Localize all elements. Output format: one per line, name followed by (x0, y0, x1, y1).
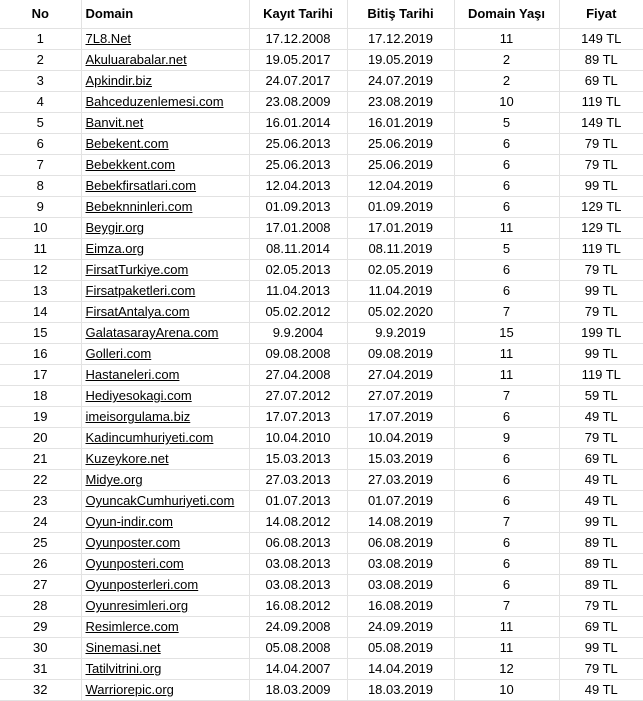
expiry-date-cell: 27.04.2019 (347, 365, 454, 386)
registration-date-cell: 24.09.2008 (249, 617, 347, 638)
row-number-cell: 9 (0, 197, 81, 218)
domain-link-cell (81, 134, 249, 155)
expiry-date-cell: 06.08.2019 (347, 533, 454, 554)
domain-link[interactable]: GalatasarayArena.com (85, 325, 219, 340)
domain-age-cell: 11 (454, 638, 559, 659)
domain-link[interactable]: Firsatpaketleri.com (85, 283, 196, 298)
table-row (0, 281, 643, 302)
registration-date-cell: 14.04.2007 (249, 659, 347, 680)
price-cell: 99 TL (559, 176, 643, 197)
domain-age-cell: 6 (454, 260, 559, 281)
price-cell: 119 TL (559, 92, 643, 113)
domain-link[interactable]: Beygir.org (85, 220, 145, 235)
table-row (0, 365, 643, 386)
registration-date-cell: 05.08.2008 (249, 638, 347, 659)
registration-date-cell: 25.06.2013 (249, 155, 347, 176)
price-cell: 99 TL (559, 281, 643, 302)
domain-link-cell (81, 218, 249, 239)
domain-age-cell: 5 (454, 239, 559, 260)
price-cell: 49 TL (559, 407, 643, 428)
price-cell: 79 TL (559, 428, 643, 449)
row-number-cell: 28 (0, 596, 81, 617)
domain-link-cell (81, 260, 249, 281)
expiry-date-cell: 23.08.2019 (347, 92, 454, 113)
price-cell: 79 TL (559, 155, 643, 176)
row-number-cell: 20 (0, 428, 81, 449)
registration-date-cell: 27.07.2012 (249, 386, 347, 407)
registration-date-cell: 10.04.2010 (249, 428, 347, 449)
row-number-cell: 24 (0, 512, 81, 533)
domain-link-cell (81, 491, 249, 512)
registration-date-cell: 03.08.2013 (249, 554, 347, 575)
domain-link[interactable]: Hediyesokagi.com (85, 388, 192, 403)
domain-link[interactable]: FirsatTurkiye.com (85, 262, 189, 277)
domain-age-cell: 6 (454, 470, 559, 491)
domain-link[interactable]: Resimlerce.com (85, 619, 179, 634)
price-cell: 69 TL (559, 449, 643, 470)
domain-link-cell (81, 197, 249, 218)
expiry-date-cell: 03.08.2019 (347, 554, 454, 575)
expiry-date-cell: 01.07.2019 (347, 491, 454, 512)
registration-date-cell: 05.02.2012 (249, 302, 347, 323)
domain-link[interactable]: Oyunposter.com (85, 535, 181, 550)
registration-date-cell: 23.08.2009 (249, 92, 347, 113)
table-row (0, 323, 643, 344)
domain-age-cell: 9 (454, 428, 559, 449)
header-registration-date: Kayıt Tarihi (249, 0, 347, 29)
domain-age-cell: 2 (454, 50, 559, 71)
domain-link[interactable]: Bebekkent.com (85, 157, 176, 172)
row-number-cell: 10 (0, 218, 81, 239)
header-row (0, 0, 643, 29)
domain-link-cell (81, 638, 249, 659)
registration-date-cell: 25.06.2013 (249, 134, 347, 155)
domain-age-cell: 6 (454, 575, 559, 596)
price-cell: 89 TL (559, 554, 643, 575)
expiry-date-cell: 17.07.2019 (347, 407, 454, 428)
registration-date-cell: 18.03.2009 (249, 680, 347, 701)
domain-link-cell (81, 302, 249, 323)
domain-age-cell: 6 (454, 407, 559, 428)
domain-link-cell (81, 71, 249, 92)
domain-age-cell: 12 (454, 659, 559, 680)
table-row (0, 134, 643, 155)
price-cell: 79 TL (559, 302, 643, 323)
header-price: Fiyat (559, 0, 643, 29)
registration-date-cell: 11.04.2013 (249, 281, 347, 302)
registration-date-cell: 01.09.2013 (249, 197, 347, 218)
domain-link[interactable]: Golleri.com (85, 346, 152, 361)
table-row (0, 533, 643, 554)
row-number-cell: 4 (0, 92, 81, 113)
domain-link[interactable]: Kadincumhuriyeti.com (85, 430, 214, 445)
expiry-date-cell: 11.04.2019 (347, 281, 454, 302)
domain-age-cell: 11 (454, 218, 559, 239)
domain-age-cell: 6 (454, 449, 559, 470)
domain-link[interactable]: Akuluarabalar.net (85, 52, 187, 67)
table-row (0, 218, 643, 239)
table-row (0, 575, 643, 596)
domain-link-cell (81, 155, 249, 176)
expiry-date-cell: 08.11.2019 (347, 239, 454, 260)
expiry-date-cell: 24.09.2019 (347, 617, 454, 638)
row-number-cell: 27 (0, 575, 81, 596)
domain-link[interactable]: Kuzeykore.net (85, 451, 169, 466)
domain-link[interactable]: Tatilvitrini.org (85, 661, 162, 676)
table-row (0, 470, 643, 491)
domain-age-cell: 11 (454, 29, 559, 50)
domain-age-cell: 7 (454, 512, 559, 533)
row-number-cell: 11 (0, 239, 81, 260)
domain-age-cell: 6 (454, 176, 559, 197)
price-cell: 49 TL (559, 680, 643, 701)
table-row (0, 617, 643, 638)
registration-date-cell: 17.12.2008 (249, 29, 347, 50)
domain-link[interactable]: Bebekfirsatlari.com (85, 178, 197, 193)
table-row (0, 239, 643, 260)
row-number-cell: 13 (0, 281, 81, 302)
expiry-date-cell: 25.06.2019 (347, 155, 454, 176)
table-row (0, 449, 643, 470)
header-domain: Domain (81, 0, 249, 29)
registration-date-cell: 27.03.2013 (249, 470, 347, 491)
table-row (0, 344, 643, 365)
domain-age-cell: 2 (454, 71, 559, 92)
row-number-cell: 12 (0, 260, 81, 281)
domain-link-cell (81, 659, 249, 680)
domain-age-cell: 10 (454, 92, 559, 113)
price-cell: 79 TL (559, 134, 643, 155)
expiry-date-cell: 9.9.2019 (347, 323, 454, 344)
domain-link-cell (81, 449, 249, 470)
domain-age-cell: 10 (454, 680, 559, 701)
domain-link-cell (81, 29, 249, 50)
registration-date-cell: 08.11.2014 (249, 239, 347, 260)
header-expiry-date: Bitiş Tarihi (347, 0, 454, 29)
domain-age-cell: 6 (454, 281, 559, 302)
domain-age-cell: 11 (454, 344, 559, 365)
registration-date-cell: 16.01.2014 (249, 113, 347, 134)
expiry-date-cell: 14.04.2019 (347, 659, 454, 680)
expiry-date-cell: 02.05.2019 (347, 260, 454, 281)
table-row (0, 659, 643, 680)
price-cell: 149 TL (559, 29, 643, 50)
table-row (0, 491, 643, 512)
domain-link[interactable]: Apkindir.biz (85, 73, 152, 88)
table-row (0, 554, 643, 575)
row-number-cell: 22 (0, 470, 81, 491)
domain-link-cell (81, 323, 249, 344)
table-row (0, 428, 643, 449)
expiry-date-cell: 25.06.2019 (347, 134, 454, 155)
row-number-cell: 2 (0, 50, 81, 71)
row-number-cell: 1 (0, 29, 81, 50)
price-cell: 49 TL (559, 491, 643, 512)
expiry-date-cell: 17.01.2019 (347, 218, 454, 239)
domain-age-cell: 6 (454, 491, 559, 512)
table-row (0, 176, 643, 197)
expiry-date-cell: 01.09.2019 (347, 197, 454, 218)
expiry-date-cell: 05.02.2020 (347, 302, 454, 323)
domain-age-cell: 5 (454, 113, 559, 134)
domain-age-cell: 15 (454, 323, 559, 344)
domain-link-cell (81, 344, 249, 365)
expiry-date-cell: 03.08.2019 (347, 575, 454, 596)
registration-date-cell: 16.08.2012 (249, 596, 347, 617)
expiry-date-cell: 14.08.2019 (347, 512, 454, 533)
table-row (0, 302, 643, 323)
domain-age-cell: 7 (454, 302, 559, 323)
domain-age-cell: 6 (454, 134, 559, 155)
price-cell: 69 TL (559, 71, 643, 92)
price-cell: 79 TL (559, 260, 643, 281)
row-number-cell: 15 (0, 323, 81, 344)
expiry-date-cell: 27.03.2019 (347, 470, 454, 491)
table-row (0, 680, 643, 701)
domain-age-cell: 11 (454, 617, 559, 638)
registration-date-cell: 19.05.2017 (249, 50, 347, 71)
domain-link[interactable]: OyuncakCumhuriyeti.com (85, 493, 235, 508)
registration-date-cell: 27.04.2008 (249, 365, 347, 386)
domain-link-cell (81, 596, 249, 617)
domain-link[interactable]: 7L8.Net (85, 31, 132, 46)
domain-link[interactable]: Warriorepic.org (85, 682, 174, 697)
expiry-date-cell: 10.04.2019 (347, 428, 454, 449)
price-cell: 89 TL (559, 533, 643, 554)
price-cell: 129 TL (559, 218, 643, 239)
row-number-cell: 6 (0, 134, 81, 155)
domain-age-cell: 7 (454, 386, 559, 407)
domain-link[interactable]: Bebeknninleri.com (85, 199, 193, 214)
row-number-cell: 14 (0, 302, 81, 323)
table-row (0, 407, 643, 428)
domain-age-cell: 6 (454, 155, 559, 176)
expiry-date-cell: 09.08.2019 (347, 344, 454, 365)
domain-link-cell (81, 470, 249, 491)
table-row (0, 596, 643, 617)
table-row (0, 113, 643, 134)
domain-link[interactable]: FirsatAntalya.com (85, 304, 190, 319)
domain-age-cell: 6 (454, 554, 559, 575)
row-number-cell: 30 (0, 638, 81, 659)
domain-link[interactable]: Midye.org (85, 472, 143, 487)
domain-age-cell: 6 (454, 533, 559, 554)
price-cell: 99 TL (559, 344, 643, 365)
registration-date-cell: 09.08.2008 (249, 344, 347, 365)
table-row (0, 71, 643, 92)
registration-date-cell: 06.08.2013 (249, 533, 347, 554)
expiry-date-cell: 15.03.2019 (347, 449, 454, 470)
domain-link[interactable]: Oyunresimleri.org (85, 598, 189, 613)
table-row (0, 638, 643, 659)
expiry-date-cell: 27.07.2019 (347, 386, 454, 407)
table-row (0, 155, 643, 176)
row-number-cell: 7 (0, 155, 81, 176)
domain-link-cell (81, 554, 249, 575)
domain-link[interactable]: imeisorgulama.biz (85, 409, 191, 424)
registration-date-cell: 24.07.2017 (249, 71, 347, 92)
price-cell: 119 TL (559, 239, 643, 260)
expiry-date-cell: 18.03.2019 (347, 680, 454, 701)
expiry-date-cell: 16.08.2019 (347, 596, 454, 617)
domain-link-cell (81, 386, 249, 407)
registration-date-cell: 12.04.2013 (249, 176, 347, 197)
expiry-date-cell: 24.07.2019 (347, 71, 454, 92)
domain-age-cell: 7 (454, 596, 559, 617)
price-cell: 69 TL (559, 617, 643, 638)
table-row (0, 29, 643, 50)
row-number-cell: 5 (0, 113, 81, 134)
row-number-cell: 8 (0, 176, 81, 197)
registration-date-cell: 14.08.2012 (249, 512, 347, 533)
domain-age-cell: 6 (454, 197, 559, 218)
row-number-cell: 19 (0, 407, 81, 428)
expiry-date-cell: 05.08.2019 (347, 638, 454, 659)
domain-link-cell (81, 512, 249, 533)
domain-link[interactable]: Eimza.org (85, 241, 145, 256)
price-cell: 79 TL (559, 659, 643, 680)
row-number-cell: 17 (0, 365, 81, 386)
price-cell: 99 TL (559, 512, 643, 533)
domain-link[interactable]: Banvit.net (85, 115, 144, 130)
expiry-date-cell: 12.04.2019 (347, 176, 454, 197)
domain-link[interactable]: Oyunposteri.com (85, 556, 184, 571)
row-number-cell: 32 (0, 680, 81, 701)
row-number-cell: 25 (0, 533, 81, 554)
domain-link[interactable]: Bahceduzenlemesi.com (85, 94, 224, 109)
row-number-cell: 26 (0, 554, 81, 575)
domain-link[interactable]: Bebekent.com (85, 136, 169, 151)
domain-link[interactable]: Oyunposterleri.com (85, 577, 199, 592)
domain-link-cell (81, 575, 249, 596)
registration-date-cell: 02.05.2013 (249, 260, 347, 281)
row-number-cell: 29 (0, 617, 81, 638)
price-cell: 49 TL (559, 470, 643, 491)
domain-link-cell (81, 680, 249, 701)
registration-date-cell: 17.01.2008 (249, 218, 347, 239)
price-cell: 129 TL (559, 197, 643, 218)
registration-date-cell: 15.03.2013 (249, 449, 347, 470)
domain-link-cell (81, 365, 249, 386)
domain-link[interactable]: Sinemasi.net (85, 640, 161, 655)
domain-link-cell (81, 407, 249, 428)
registration-date-cell: 01.07.2013 (249, 491, 347, 512)
price-cell: 149 TL (559, 113, 643, 134)
price-cell: 89 TL (559, 50, 643, 71)
domain-link-cell (81, 176, 249, 197)
row-number-cell: 23 (0, 491, 81, 512)
registration-date-cell: 03.08.2013 (249, 575, 347, 596)
expiry-date-cell: 17.12.2019 (347, 29, 454, 50)
domain-link-cell (81, 92, 249, 113)
domain-link-cell (81, 50, 249, 71)
registration-date-cell: 17.07.2013 (249, 407, 347, 428)
domain-link-cell (81, 533, 249, 554)
table-row (0, 197, 643, 218)
price-cell: 79 TL (559, 596, 643, 617)
domain-age-cell: 11 (454, 365, 559, 386)
domain-link[interactable]: Oyun-indir.com (85, 514, 173, 529)
registration-date-cell: 9.9.2004 (249, 323, 347, 344)
price-cell: 99 TL (559, 638, 643, 659)
expiry-date-cell: 19.05.2019 (347, 50, 454, 71)
header-domain-age: Domain Yaşı (454, 0, 559, 29)
table-row (0, 386, 643, 407)
price-cell: 199 TL (559, 323, 643, 344)
row-number-cell: 21 (0, 449, 81, 470)
domain-link-cell (81, 281, 249, 302)
table-row (0, 92, 643, 113)
table-row (0, 512, 643, 533)
domain-link-cell (81, 113, 249, 134)
header-no: No (0, 0, 81, 29)
table-row (0, 50, 643, 71)
row-number-cell: 18 (0, 386, 81, 407)
price-cell: 89 TL (559, 575, 643, 596)
price-cell: 59 TL (559, 386, 643, 407)
price-cell: 119 TL (559, 365, 643, 386)
domain-link-cell (81, 617, 249, 638)
domain-link-cell (81, 239, 249, 260)
domain-link-cell (81, 428, 249, 449)
expiry-date-cell: 16.01.2019 (347, 113, 454, 134)
domain-link[interactable]: Hastaneleri.com (85, 367, 180, 382)
table-row (0, 260, 643, 281)
row-number-cell: 3 (0, 71, 81, 92)
row-number-cell: 31 (0, 659, 81, 680)
row-number-cell: 16 (0, 344, 81, 365)
